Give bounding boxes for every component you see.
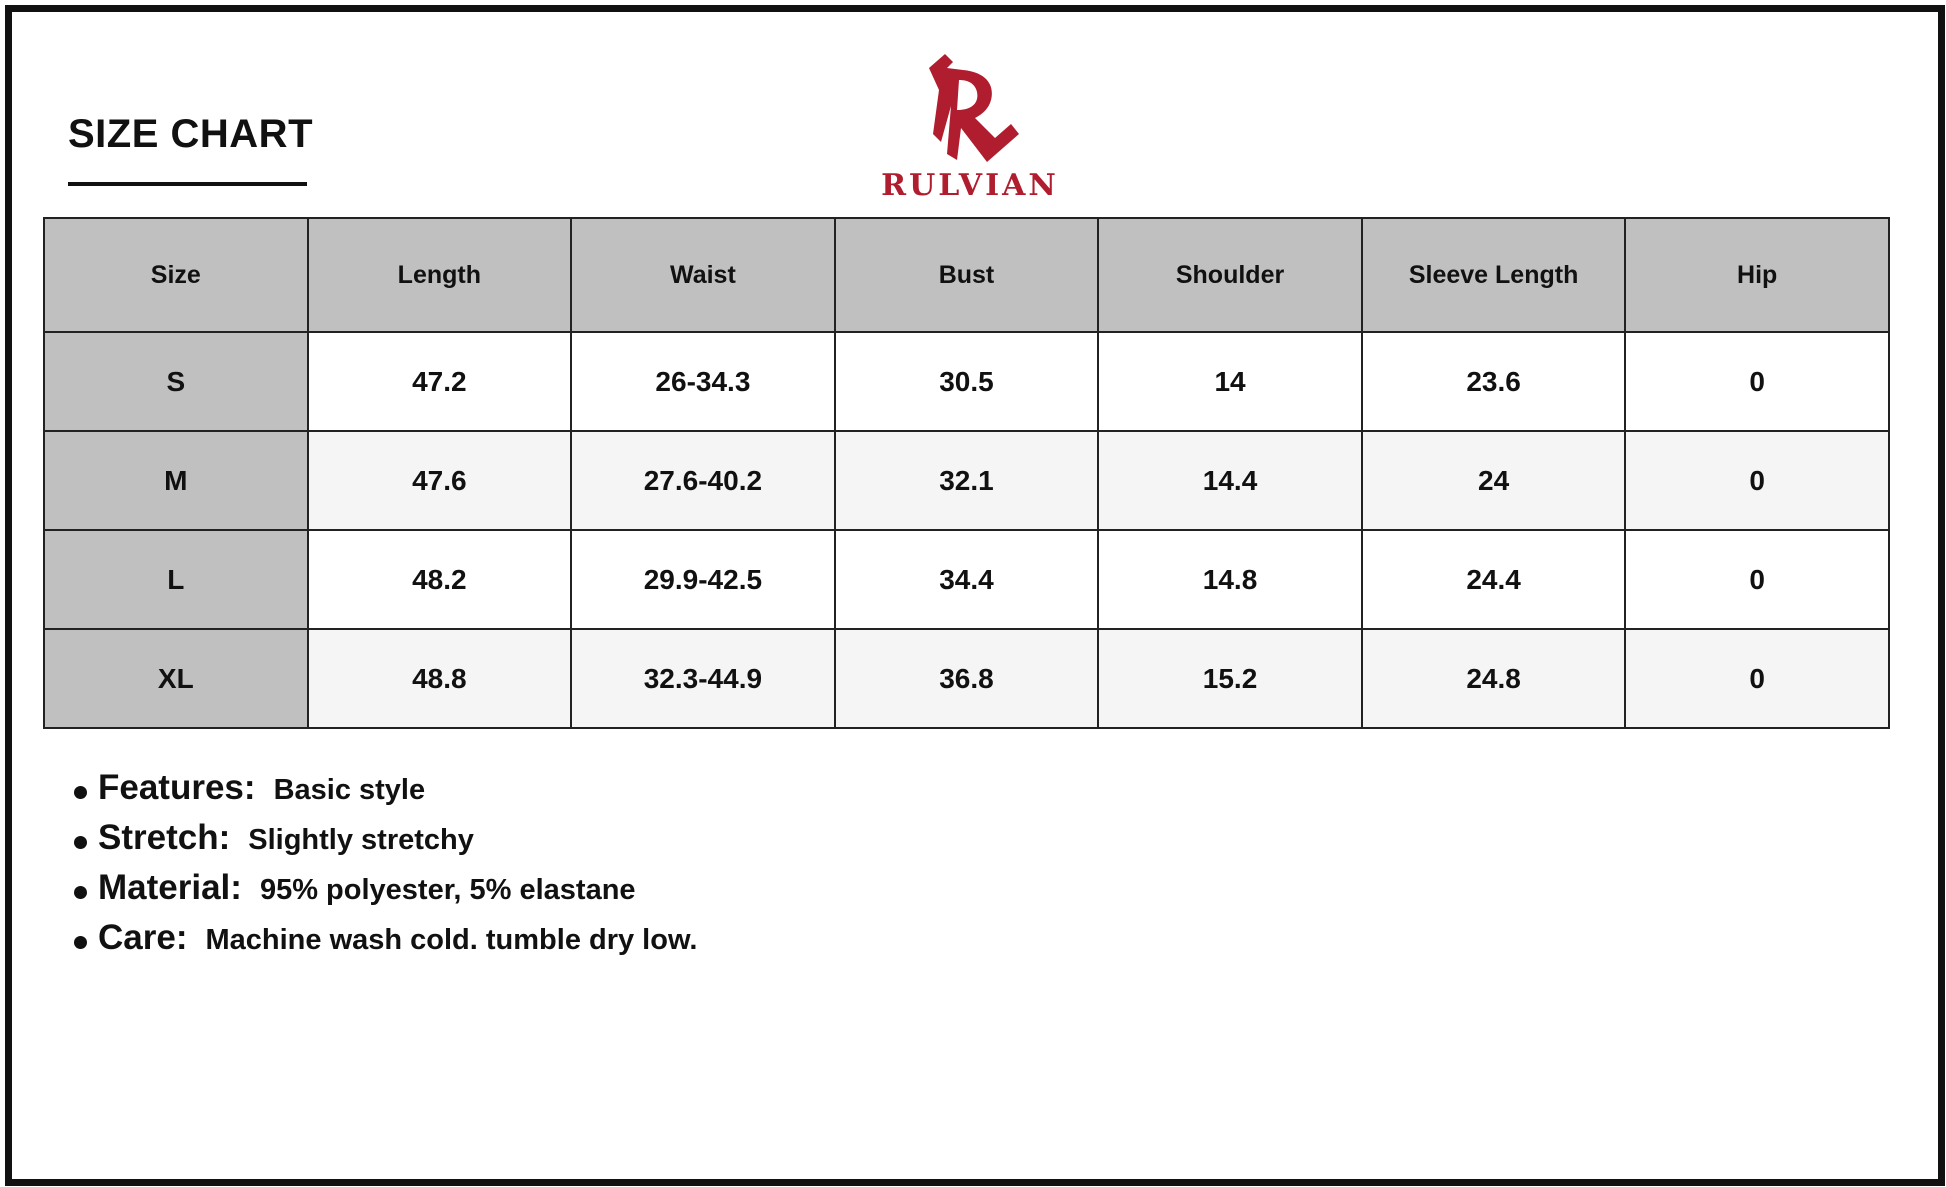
size-cell: S xyxy=(44,332,308,431)
page-title: SIZE CHART xyxy=(68,112,313,156)
list-item xyxy=(72,818,698,868)
brand-logo xyxy=(870,50,1070,210)
title-underline xyxy=(68,182,307,186)
table-cell: 23.6 xyxy=(1362,332,1626,431)
header-cell: Waist xyxy=(571,218,835,332)
table-cell: 0 xyxy=(1625,332,1889,431)
table-cell: 30.5 xyxy=(835,332,1099,431)
table-cell: 14.4 xyxy=(1098,431,1362,530)
list-item xyxy=(72,868,698,918)
detail-value: Machine wash cold. tumble dry low. xyxy=(205,924,698,956)
table-row xyxy=(44,629,1889,728)
table-cell: 32.1 xyxy=(835,431,1099,530)
detail-label: Care: xyxy=(98,918,188,957)
table-cell: 47.2 xyxy=(308,332,572,431)
table-cell: 14.8 xyxy=(1098,530,1362,629)
table-header-row xyxy=(44,218,1889,332)
size-table xyxy=(43,217,1890,729)
product-details-list xyxy=(72,768,698,968)
table-row xyxy=(44,332,1889,431)
detail-value: 95% polyester, 5% elastane xyxy=(259,874,636,906)
header-cell: Hip xyxy=(1625,218,1889,332)
detail-label: Stretch: xyxy=(98,818,231,857)
brand-name: RULVIAN xyxy=(881,168,1059,203)
table-cell: 24.8 xyxy=(1362,629,1626,728)
header-cell: Length xyxy=(308,218,572,332)
header-cell: Shoulder xyxy=(1098,218,1362,332)
table-cell: 47.6 xyxy=(308,431,572,530)
detail-value: Basic style xyxy=(273,774,426,806)
header-cell: Size xyxy=(44,218,308,332)
header-cell: Bust xyxy=(835,218,1099,332)
table-cell: 24.4 xyxy=(1362,530,1626,629)
size-cell: M xyxy=(44,431,308,530)
table-cell: 26-34.3 xyxy=(571,332,835,431)
table-cell: 48.2 xyxy=(308,530,572,629)
table-cell: 48.8 xyxy=(308,629,572,728)
table-cell: 27.6-40.2 xyxy=(571,431,835,530)
table-cell: 24 xyxy=(1362,431,1626,530)
table-cell: 0 xyxy=(1625,629,1889,728)
table-cell: 32.3-44.9 xyxy=(571,629,835,728)
detail-label: Features: xyxy=(98,768,256,807)
header-cell: Sleeve Length xyxy=(1362,218,1626,332)
detail-label: Material: xyxy=(98,868,242,907)
table-cell: 15.2 xyxy=(1098,629,1362,728)
list-item xyxy=(72,768,698,818)
table-cell: 14 xyxy=(1098,332,1362,431)
r-letter-logo-icon xyxy=(923,50,1019,162)
table-cell: 29.9-42.5 xyxy=(571,530,835,629)
table-row xyxy=(44,431,1889,530)
detail-value: Slightly stretchy xyxy=(248,824,474,856)
table-row xyxy=(44,530,1889,629)
size-cell: L xyxy=(44,530,308,629)
table-cell: 0 xyxy=(1625,431,1889,530)
table-cell: 34.4 xyxy=(835,530,1099,629)
list-item xyxy=(72,918,698,968)
table-cell: 36.8 xyxy=(835,629,1099,728)
table-cell: 0 xyxy=(1625,530,1889,629)
size-cell: XL xyxy=(44,629,308,728)
